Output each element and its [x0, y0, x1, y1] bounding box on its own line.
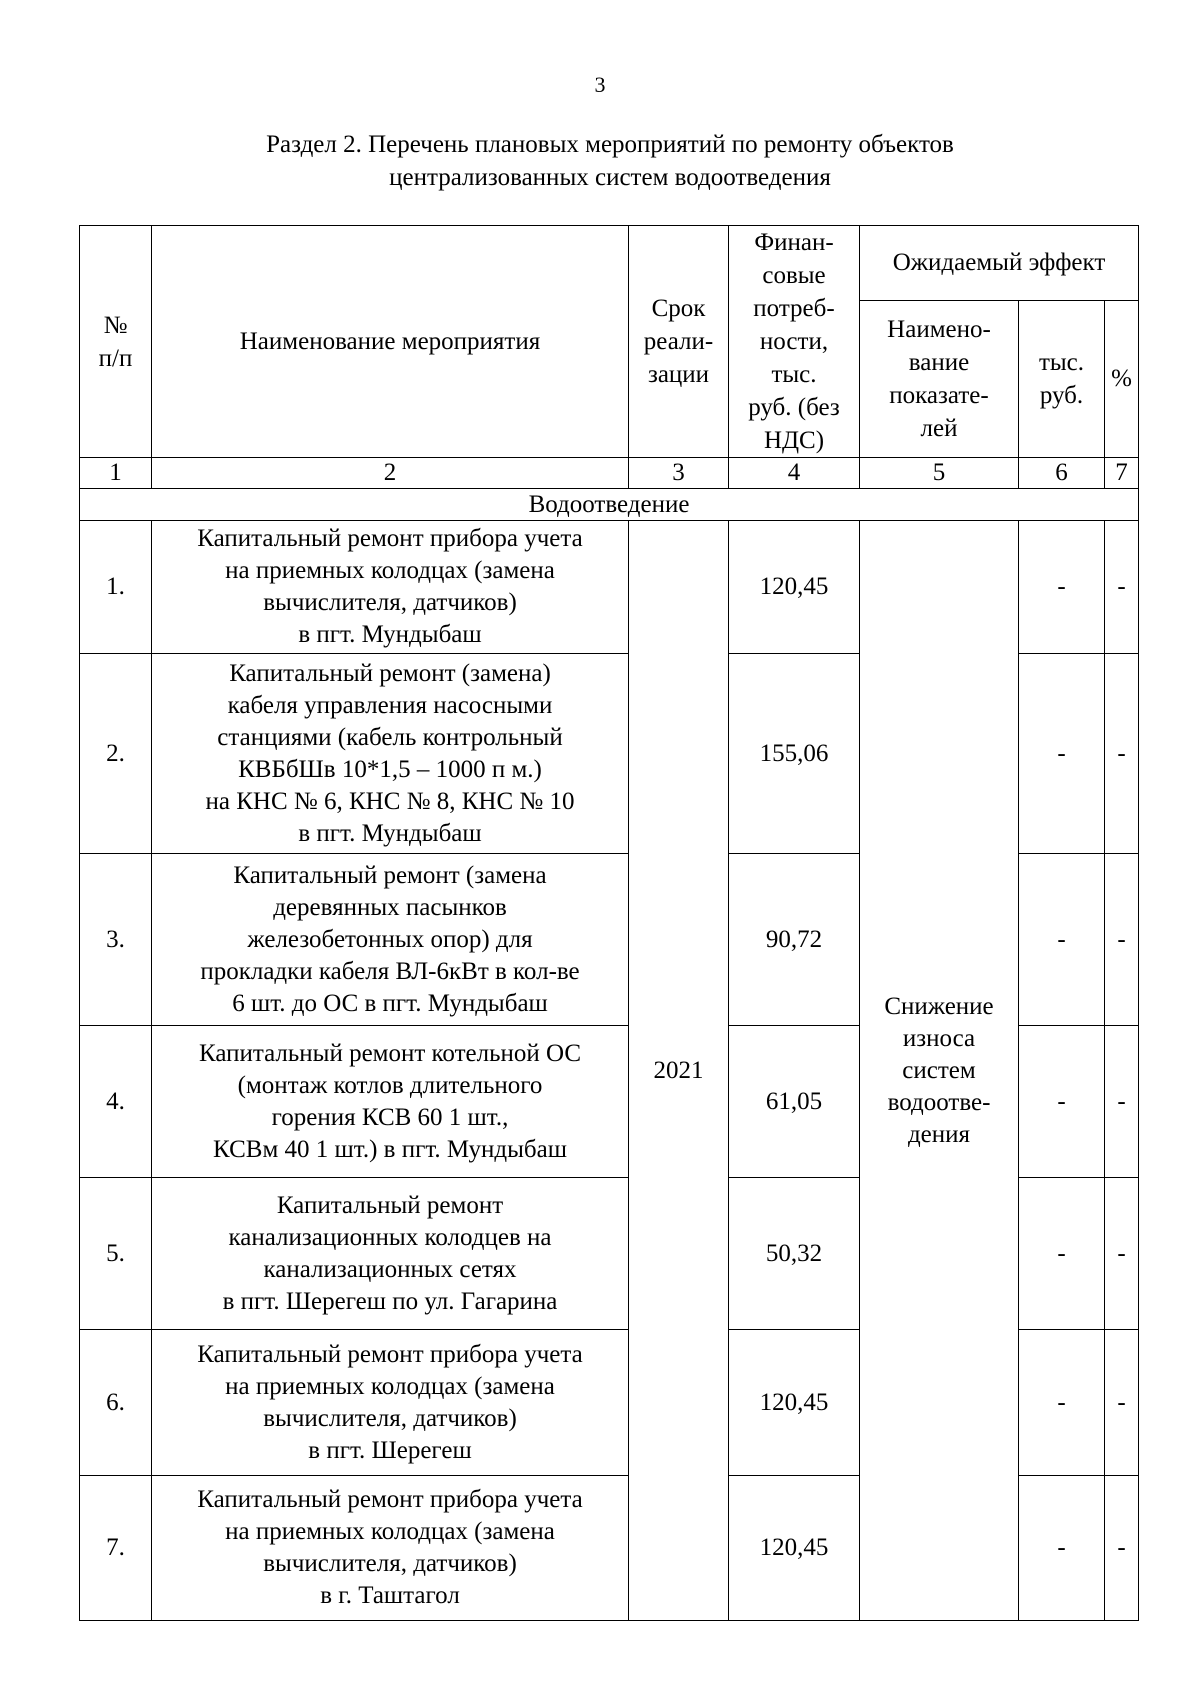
column-number: 3 [629, 458, 729, 489]
row-name: Капитальный ремонт прибора учета на приемных колодцах (замена вычислителя, датчиков) в пгт. Шерегеш [152, 1330, 629, 1476]
row-finance: 61,05 [729, 1026, 860, 1178]
row-number: 7. [80, 1476, 152, 1621]
row-number: 5. [80, 1178, 152, 1330]
row-name: Капитальный ремонт (замена) кабеля управления насосными станциями (кабель контрольный КВБбШв 10*1,5 – 1000 п м.) на КНС № 6, КНС № 8, КНС № 10 в пгт. Мундыбаш [152, 654, 629, 854]
row-name: Капитальный ремонт канализационных колодцев на канализационных сетях в пгт. Шерегеш по ул. Гагарина [152, 1178, 629, 1330]
measures-table [79, 225, 1139, 1621]
header-finance: Финан- совые потреб- ности, тыс. руб. (без НДС) [729, 226, 860, 458]
row-finance: 155,06 [729, 654, 860, 854]
section-row [80, 489, 1139, 521]
row-percent: - [1105, 1026, 1139, 1178]
row-name: Капитальный ремонт (замена деревянных пасынков железобетонных опор) для прокладки кабеля ВЛ-6кВт в кол-ве 6 шт. до ОС в пгт. Мундыбаш [152, 854, 629, 1026]
header-expected-effect: Ожидаемый эффект [860, 226, 1139, 301]
row-percent: - [1105, 1330, 1139, 1476]
header-name: Наименование мероприятия [152, 226, 629, 458]
row-finance: 120,45 [729, 1330, 860, 1476]
header-period: Срок реали- зации [629, 226, 729, 458]
row-number: 3. [80, 854, 152, 1026]
column-number: 5 [860, 458, 1019, 489]
row-rub: - [1019, 654, 1105, 854]
row-finance: 90,72 [729, 854, 860, 1026]
row-percent: - [1105, 521, 1139, 654]
period-value: 2021 [629, 521, 729, 1621]
header-thousand-rub: тыс. руб. [1019, 300, 1105, 457]
row-rub: - [1019, 1330, 1105, 1476]
row-rub: - [1019, 521, 1105, 654]
row-percent: - [1105, 1476, 1139, 1621]
row-rub: - [1019, 854, 1105, 1026]
column-number: 4 [729, 458, 860, 489]
row-rub: - [1019, 1476, 1105, 1621]
column-numbers-row [80, 458, 1139, 489]
row-name: Капитальный ремонт прибора учета на приемных колодцах (замена вычислителя, датчиков) в г. Таштагол [152, 1476, 629, 1621]
section-title-line-1: Раздел 2. Перечень плановых мероприятий по ремонту объектов [266, 131, 954, 158]
row-finance: 50,32 [729, 1178, 860, 1330]
column-number: 6 [1019, 458, 1105, 489]
row-percent: - [1105, 654, 1139, 854]
row-percent: - [1105, 1178, 1139, 1330]
column-number: 7 [1105, 458, 1139, 489]
row-finance: 120,45 [729, 521, 860, 654]
table-row [80, 521, 1139, 654]
header-percent: % [1105, 300, 1139, 457]
row-rub: - [1019, 1178, 1105, 1330]
effect-indicator: Снижение износа систем водоотве- дения [860, 521, 1019, 1621]
header-num: № п/п [80, 226, 152, 458]
column-number: 1 [80, 458, 152, 489]
row-finance: 120,45 [729, 1476, 860, 1621]
row-name: Капитальный ремонт котельной ОС (монтаж котлов длительного горения КСВ 60 1 шт., КСВм 40 1 шт.) в пгт. Мундыбаш [152, 1026, 629, 1178]
header-indicator: Наимено- вание показате- лей [860, 300, 1019, 457]
row-number: 4. [80, 1026, 152, 1178]
page-number: 3 [594, 72, 606, 97]
column-number: 2 [152, 458, 629, 489]
section-label: Водоотведение [80, 489, 1139, 521]
row-number: 6. [80, 1330, 152, 1476]
row-rub: - [1019, 1026, 1105, 1178]
row-name: Капитальный ремонт прибора учета на приемных колодцах (замена вычислителя, датчиков) в пгт. Мундыбаш [152, 521, 629, 654]
section-title [150, 128, 1070, 194]
section-title-line-2: централизованных систем водоотведения [389, 164, 831, 191]
row-number: 2. [80, 654, 152, 854]
row-number: 1. [80, 521, 152, 654]
row-percent: - [1105, 854, 1139, 1026]
